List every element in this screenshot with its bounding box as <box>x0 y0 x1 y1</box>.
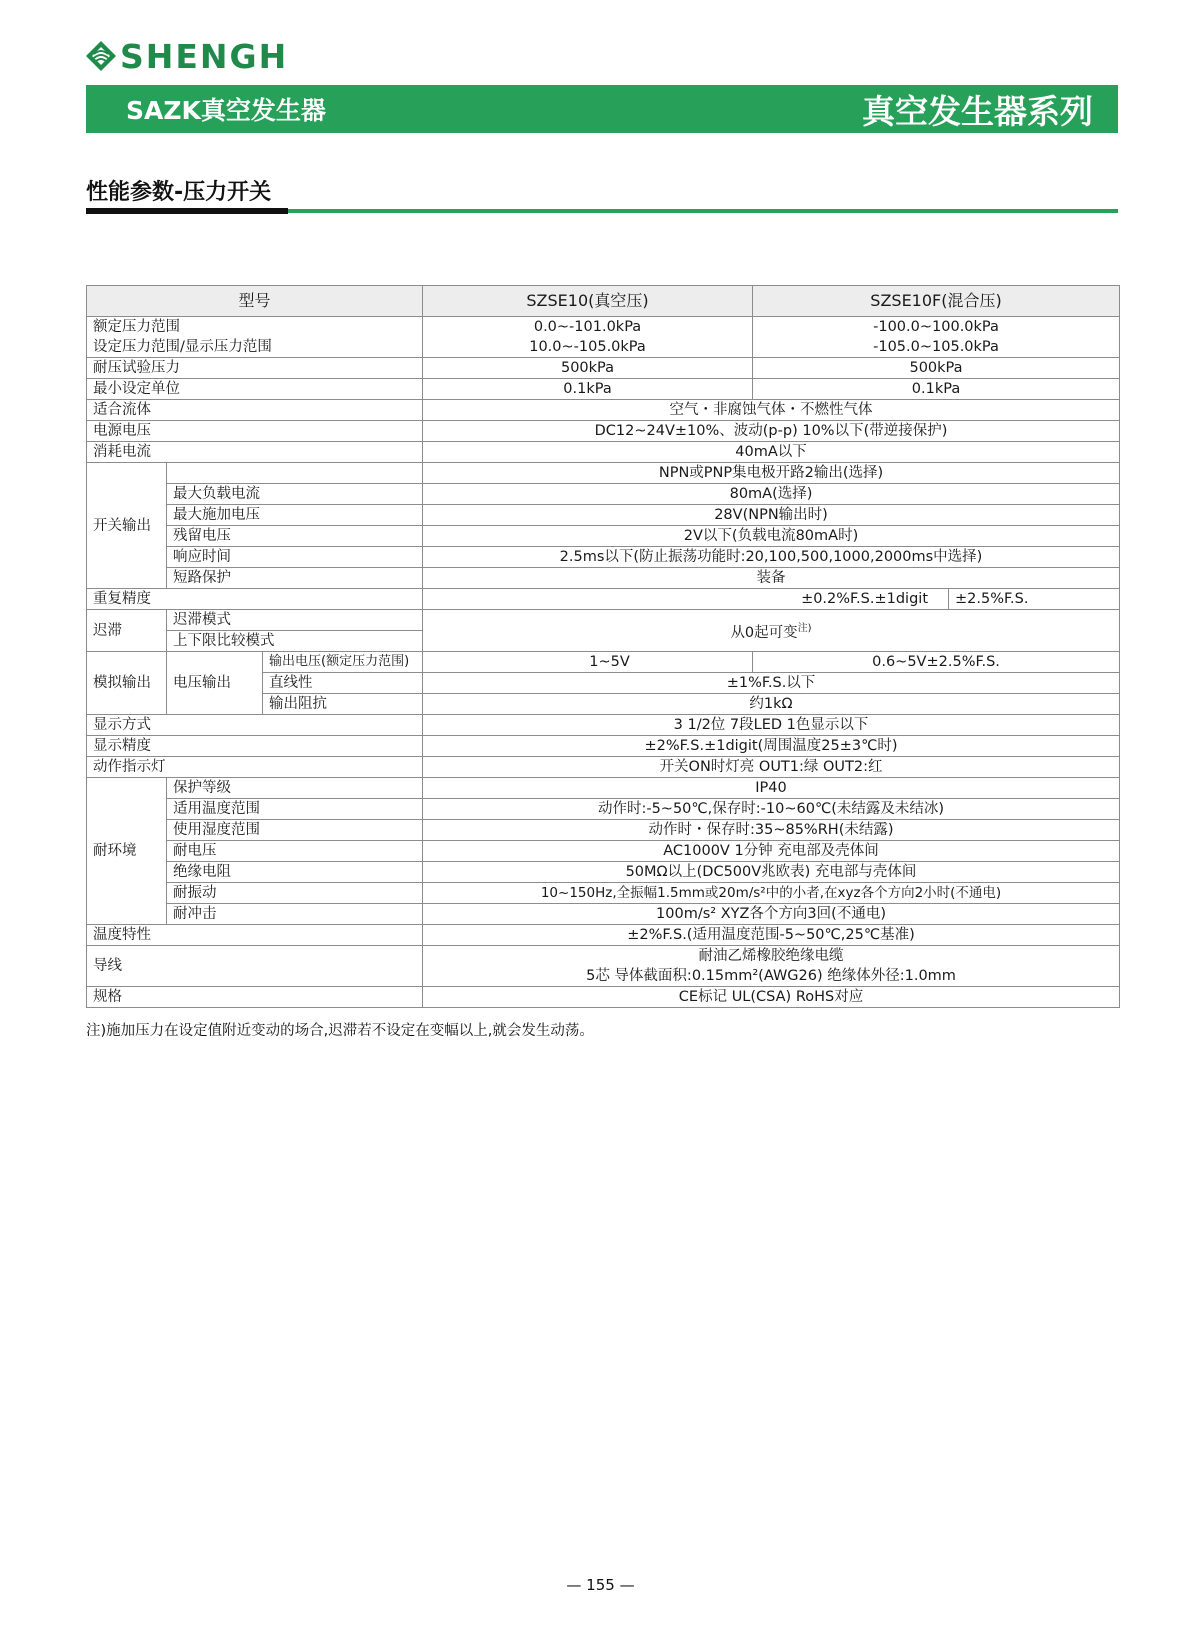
row-label: 输出阻抗 <box>263 694 423 715</box>
table-row <box>87 547 1120 568</box>
cell-value: IP40 <box>423 778 1120 799</box>
cell-value: 2.5ms以下(防止振荡功能时:20,100,500,1000,2000ms中选择) <box>423 547 1120 568</box>
value-line: 5芯 导体截面积:0.15mm²(AWG26) 绝缘体外径:1.0mm <box>586 968 956 984</box>
cell-value: 80mA(选择) <box>423 484 1120 505</box>
cell-value <box>423 610 1120 652</box>
cell-value: DC12~24V±10%、波动(p-p) 10%以下(带逆接保护) <box>423 421 1120 442</box>
table-row <box>87 421 1120 442</box>
header-model2: SZSE10F(混合压) <box>753 286 1120 317</box>
cell-value: 0.1kPa <box>753 379 1120 400</box>
table-row <box>87 799 1120 820</box>
value-line: 耐油乙烯橡胶绝缘电缆 <box>698 948 844 964</box>
table-row <box>87 904 1120 925</box>
cell-value: ±0.2%F.S.±1digit <box>423 589 949 610</box>
row-label: 使用湿度范围 <box>167 820 423 841</box>
table-row <box>87 652 1120 673</box>
cell-value: 动作时:-5~50℃,保存时:-10~60℃(未结露及未结冰) <box>423 799 1120 820</box>
row-label: 上下限比较模式 <box>167 631 423 652</box>
table-row <box>87 820 1120 841</box>
table-row <box>87 317 1120 358</box>
value-text: 从0起可变 <box>730 624 798 641</box>
row-label: 残留电压 <box>167 526 423 547</box>
product-title: SAZK真空发生器 <box>126 96 326 125</box>
cell-value: 50MΩ以上(DC500V兆欧表) 充电部与壳体间 <box>423 862 1120 883</box>
row-label: 温度特性 <box>87 925 423 946</box>
value-line: -105.0~105.0kPa <box>873 339 999 355</box>
row-label: 耐压试验压力 <box>87 358 423 379</box>
cell-value: CE标记 UL(CSA) RoHS对应 <box>423 987 1120 1008</box>
cell-value: 100m/s² XYZ各个方向3回(不通电) <box>423 904 1120 925</box>
row-label: 重复精度 <box>87 589 423 610</box>
row-label: 输出电压(额定压力范围) <box>263 652 423 673</box>
cell-value: 1~5V <box>423 652 753 673</box>
row-label: 耐电压 <box>167 841 423 862</box>
footnote-mark: 注) <box>797 622 812 634</box>
brand-name: SHENGH <box>120 36 289 76</box>
cell-value: 500kPa <box>753 358 1120 379</box>
logo-emblem-icon <box>84 39 118 73</box>
table-row <box>87 400 1120 421</box>
cell-value: 0.6~5V±2.5%F.S. <box>753 652 1120 673</box>
row-label: 规格 <box>87 987 423 1008</box>
value-line: -100.0~100.0kPa <box>873 319 999 335</box>
footnote: 注)施加压力在设定值附近变动的场合,迟滞若不设定在变幅以上,就会发生动荡。 <box>86 1023 594 1039</box>
cell-value: 40mA以下 <box>423 442 1120 463</box>
cell-value: 2V以下(负载电流80mA时) <box>423 526 1120 547</box>
table-row <box>87 610 1120 631</box>
table-row <box>87 286 1120 317</box>
row-label: 动作指示灯 <box>87 757 423 778</box>
row-label: 绝缘电阻 <box>167 862 423 883</box>
row-label: 最大施加电压 <box>167 505 423 526</box>
table-row <box>87 925 1120 946</box>
table-row <box>87 778 1120 799</box>
cell-value <box>423 946 1120 987</box>
page-number: — 155 — <box>566 1576 635 1594</box>
row-label: 消耗电流 <box>87 442 423 463</box>
title-underline-green <box>288 209 1118 213</box>
cell-value: 空气・非腐蚀气体・不燃性气体 <box>423 400 1120 421</box>
table-row <box>87 358 1120 379</box>
cell-value: 10~150Hz,全振幅1.5mm或20m/s²中的小者,在xyz各个方向2小时(不通电) <box>423 883 1120 904</box>
row-label <box>87 317 423 358</box>
row-label: 迟滞模式 <box>167 610 423 631</box>
cell-value: 500kPa <box>423 358 753 379</box>
row-label: 适用温度范围 <box>167 799 423 820</box>
brand-logo <box>84 38 288 74</box>
row-label: 最大负载电流 <box>167 484 423 505</box>
table-row <box>87 442 1120 463</box>
cell-value: ±1%F.S.以下 <box>423 673 1120 694</box>
table-row <box>87 568 1120 589</box>
cell-value: 28V(NPN输出时) <box>423 505 1120 526</box>
group-label: 开关输出 <box>87 463 167 589</box>
table-row <box>87 526 1120 547</box>
table-row <box>87 883 1120 904</box>
spec-table <box>86 285 1120 1008</box>
row-label: 直线性 <box>263 673 423 694</box>
row-label <box>167 463 423 484</box>
header-model1: SZSE10(真空压) <box>423 286 753 317</box>
cell-value: AC1000V 1分钟 充电部及壳体间 <box>423 841 1120 862</box>
cell-value: 0.1kPa <box>423 379 753 400</box>
cell-value <box>753 317 1120 358</box>
value-line: 10.0~-105.0kPa <box>529 339 646 355</box>
cell-value: 3 1/2位 7段LED 1色显示以下 <box>423 715 1120 736</box>
row-label-line: 设定压力范围/显示压力范围 <box>93 339 272 355</box>
cell-value: ±2%F.S.±1digit(周围温度25±3℃时) <box>423 736 1120 757</box>
table-row <box>87 463 1120 484</box>
table-row <box>87 484 1120 505</box>
group-label: 迟滞 <box>87 610 167 652</box>
table-row <box>87 589 1120 610</box>
row-label: 耐振动 <box>167 883 423 904</box>
cell-value: 装备 <box>423 568 1120 589</box>
value-line: 0.0~-101.0kPa <box>533 319 642 335</box>
cell-value: 动作时・保存时:35~85%RH(未结露) <box>423 820 1120 841</box>
row-label: 最小设定单位 <box>87 379 423 400</box>
row-label: 电源电压 <box>87 421 423 442</box>
cell-value: NPN或PNP集电极开路2输出(选择) <box>423 463 1120 484</box>
table-row <box>87 987 1120 1008</box>
row-label: 导线 <box>87 946 423 987</box>
table-row <box>87 736 1120 757</box>
group-label: 耐环境 <box>87 778 167 925</box>
row-label: 显示精度 <box>87 736 423 757</box>
row-label: 短路保护 <box>167 568 423 589</box>
table-row <box>87 862 1120 883</box>
table-row <box>87 841 1120 862</box>
cell-value <box>423 317 753 358</box>
table-row <box>87 715 1120 736</box>
table-row <box>87 505 1120 526</box>
title-underline-dark <box>86 208 288 214</box>
row-label: 响应时间 <box>167 547 423 568</box>
series-title: 真空发生器系列 <box>862 91 1093 131</box>
cell-value: ±2.5%F.S. <box>949 589 1120 610</box>
table-row <box>87 946 1120 987</box>
row-label-line: 额定压力范围 <box>93 319 180 335</box>
row-label: 耐冲击 <box>167 904 423 925</box>
table-row <box>87 757 1120 778</box>
subgroup-label: 电压输出 <box>167 652 263 715</box>
cell-value: 约1kΩ <box>423 694 1120 715</box>
section-title: 性能参数-压力开关 <box>86 180 272 205</box>
cell-value: ±2%F.S.(适用温度范围-5~50℃,25℃基准) <box>423 925 1120 946</box>
table-row <box>87 379 1120 400</box>
row-label: 显示方式 <box>87 715 423 736</box>
cell-value: 开关ON时灯亮 OUT1:绿 OUT2:红 <box>423 757 1120 778</box>
header-banner <box>86 85 1118 133</box>
group-label: 模拟输出 <box>87 652 167 715</box>
header-model: 型号 <box>87 286 423 317</box>
row-label: 适合流体 <box>87 400 423 421</box>
row-label: 保护等级 <box>167 778 423 799</box>
